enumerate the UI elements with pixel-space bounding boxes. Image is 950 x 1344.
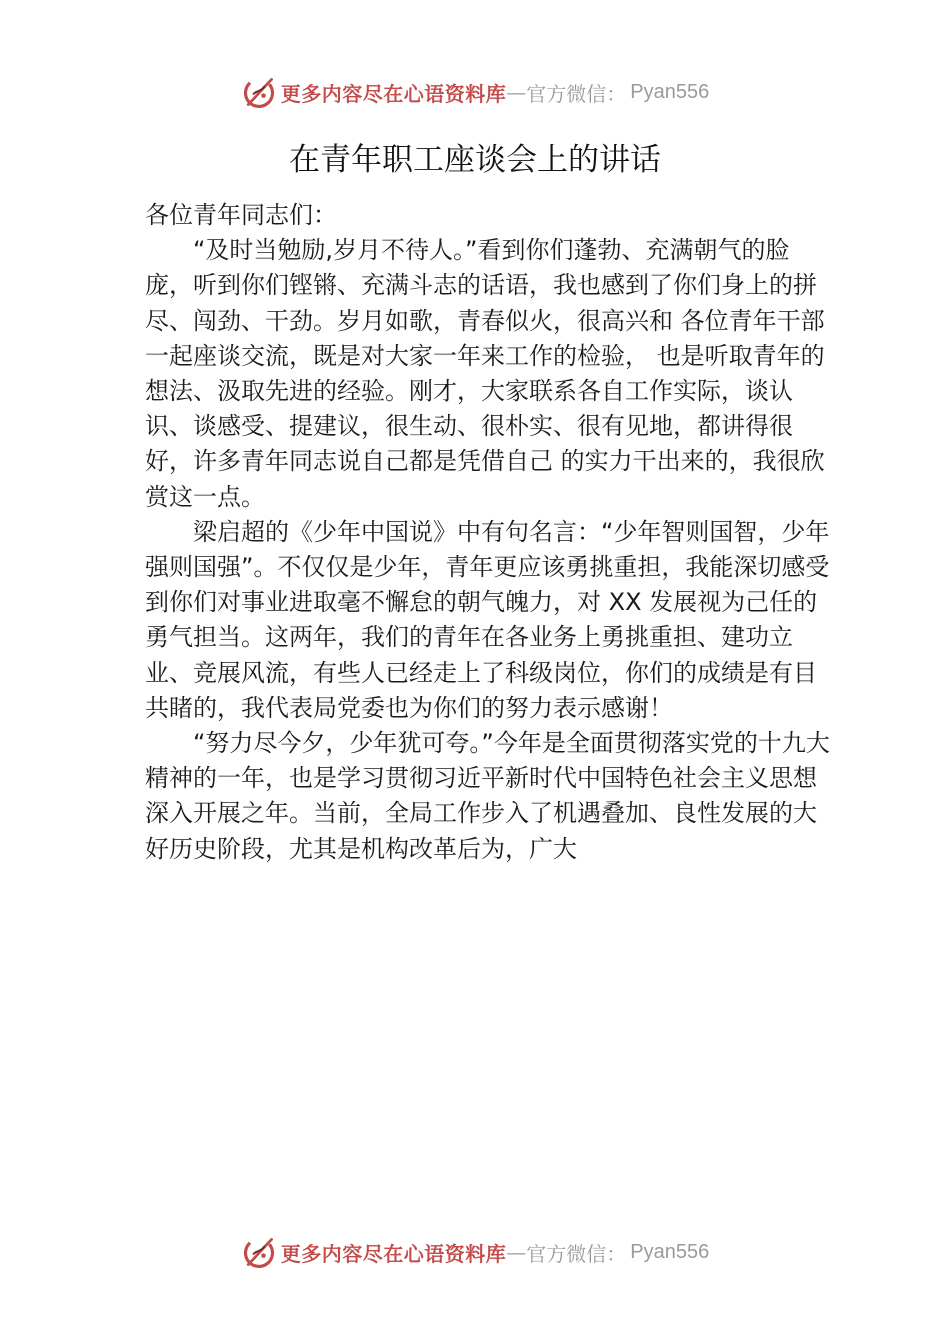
paragraph-2: 梁启超的《少年中国说》中有句名言：“少年智则国智，少年强则国强”。不仅仅是少年，青年更应该勇挑重担，我能深切感受到你们对事业进取毫不懈怠的朝气魄力，对 XX 发展视为己任的勇气担当。这两年，我们的青年在各业务上勇挑重担、建功立业、竞展风流，有些人已经走上了科级岗位，你们的成绩是有目共睹的，我代表局党委也为你们的努力表示感谢！: [145, 517, 830, 722]
brand-text: 更多内容尽在心语资料库: [280, 81, 507, 106]
document-body: [145, 198, 835, 867]
brush-swirl-logo-icon: [241, 74, 277, 110]
wechat-label: 官方微信：: [526, 81, 627, 106]
wechat-label: 官方微信：: [526, 1241, 627, 1266]
brand-separator: —: [506, 1240, 527, 1264]
footer-banner: [0, 1232, 950, 1272]
paragraph-1: “及时当勉励,岁月不待人。”看到你们蓬勃、充满朝气的脸庞，听到你们铿锵、充满斗志的话语，我也感到了你们身上的拼尽、闯劲、干劲。岁月如歌，青春似火，很高兴和 各位青年干部一起座谈交流，既是对大家一年来工作的检验， 也是听取青年的想法、汲取先进的经验。刚才，大家联系各自工作实际，谈认识、谈感受、提建议，很生动、很朴实、很有见地，都讲得很好，许多青年同志说自己都是凭借自己 的实力干出来的，我很欣赏这一点。: [145, 236, 825, 511]
document-title: 在青年职工座谈会上的讲话: [289, 142, 661, 178]
brand-separator: —: [506, 80, 527, 104]
brush-swirl-logo-icon: [241, 1234, 277, 1270]
salutation: 各位青年同志们：: [145, 201, 337, 229]
paragraph-3: “努力尽今夕，少年犹可夸。”今年是全面贯彻落实党的十九大精神的一年，也是学习贯彻习近平新时代中国特色社会主义思想深入开展之年。当前，全局工作步入了机遇叠加、良性发展的大好历史阶段，尤其是机构改革后为，广大: [145, 729, 830, 863]
brand-text: 更多内容尽在心语资料库: [280, 1241, 507, 1266]
header-banner: [0, 72, 950, 112]
wechat-id: Pyan556: [630, 1240, 710, 1263]
wechat-id: Pyan556: [630, 80, 710, 103]
